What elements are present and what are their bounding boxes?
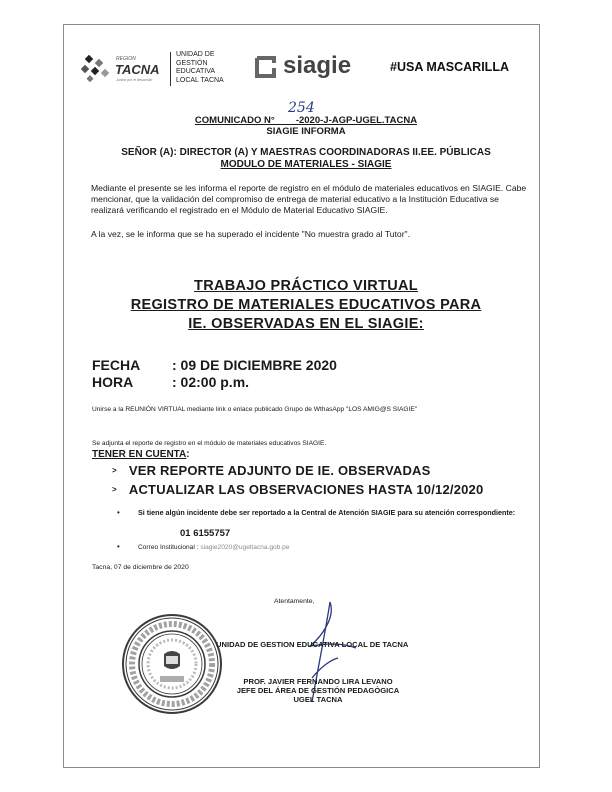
ugel-label (176, 51, 224, 85)
meeting-note: Unirse a la REUNIÓN VIRTUAL mediante link o enlace publicado Grupo de WthasApp "LOS AMIG@S SIAGIE" (92, 406, 418, 413)
region-tacna-logo (80, 50, 172, 90)
intro-incident: A la vez, se le informa que se ha superado el incidente "No muestra grado al Tutor". (91, 229, 410, 239)
title-line-1: TRABAJO PRÁCTICO VIRTUAL (194, 278, 418, 294)
hora-value: : 02:00 p.m. (172, 374, 250, 390)
memo-subtitle: SIAGIE INFORMA (266, 126, 346, 137)
addressee-line: SEÑOR (A): DIRECTOR (A) Y MAESTRAS COORDINADORAS II.EE. PÚBLICAS (121, 147, 491, 158)
tener-text: TENER EN CUENTA (92, 449, 187, 460)
siagie-bracket-icon (254, 54, 278, 80)
region-name: TACNA (115, 62, 160, 77)
siagie-wordmark: siagie (283, 52, 352, 79)
bullet-dot-icon: • (117, 508, 120, 517)
bullet-dot-icon: • (117, 542, 120, 551)
arrow-item-text: VER REPORTE ADJUNTO DE IE. OBSERVADAS (128, 463, 431, 478)
signature-position: JEFE DEL ÁREA DE GESTIÓN PEDAGÓGICA (236, 686, 400, 695)
title-line-2: REGISTRO DE MATERIALES EDUCATIVOS PARA (130, 297, 482, 313)
arrow-item (112, 482, 483, 497)
intro-paragraph: Mediante el presente se les informa el reporte de registro en el módulo de materiales educativos en SIAGIE. Cabe mencionar, que la validación del compromiso de entrega de material educativo a la Institución Educativa se realizará verificando el registrado en el Módulo de Material Educativo SIAGIE. (91, 183, 527, 215)
closing: Atentamente, (274, 598, 315, 605)
email-bullet (138, 544, 290, 551)
ugel-line: LOCAL TACNA (176, 76, 224, 84)
ugel-line: EDUCATIVA (176, 68, 216, 75)
signature-org: UNIDAD DE GESTION EDUCATIVA LOCAL DE TACNA (216, 640, 409, 649)
ugel-line: GESTIÓN (176, 59, 208, 67)
hashtag-mascarilla: #USA MASCARILLA (390, 60, 509, 74)
addressee-module: MODULO DE MATERIALES - SIAGIE (220, 159, 392, 170)
signature-name: PROF. JAVIER FERNANDO LIRA LEVANO (243, 677, 393, 686)
handwritten-number: 254 (288, 100, 315, 116)
arrow-item-text: ACTUALIZAR LAS OBSERVACIONES HASTA 10/12/2020 (128, 482, 484, 497)
header-divider (170, 52, 171, 86)
title-line-3: IE. OBSERVADAS EN EL SIAGIE: (188, 316, 424, 332)
ugel-line: UNIDAD DE (176, 51, 215, 58)
region-small-label: REGION (116, 56, 136, 62)
incident-bullet: Si tiene algún incidente debe ser reportado a la Central de Atención SIAGIE para su atención correspondiente: (138, 508, 516, 517)
email-address: siagie2020@ugeltacna.gob.pe (200, 544, 290, 551)
date-place: Tacna, 07 de diciembre de 2020 (92, 564, 189, 571)
region-sub: Juntos por el desarrollo (116, 78, 153, 82)
arrow-right-icon: > (112, 485, 117, 494)
comunicado-number: COMUNICADO N° -2020-J-AGP-UGEL.TACNA (194, 115, 418, 126)
signature-unit: UGEL TACNA (293, 695, 343, 704)
fecha-label: FECHA (92, 357, 141, 373)
fecha-value: : 09 DE DICIEMBRE 2020 (172, 357, 337, 373)
attachment-note: Se adjunta el reporte de registro en el módulo de materiales educativos SIAGIE. (92, 440, 327, 447)
email-label: Correo Institucional : (138, 544, 201, 551)
support-phone: 01 6155757 (180, 528, 231, 539)
tener-label (92, 449, 190, 460)
siagie-logo (254, 52, 374, 82)
region-emblem-icon (80, 54, 112, 84)
arrow-item (112, 463, 431, 478)
tener-colon: : (186, 449, 190, 460)
hora-label: HORA (92, 374, 134, 390)
official-seal-icon (120, 612, 224, 716)
arrow-right-icon: > (112, 466, 117, 475)
